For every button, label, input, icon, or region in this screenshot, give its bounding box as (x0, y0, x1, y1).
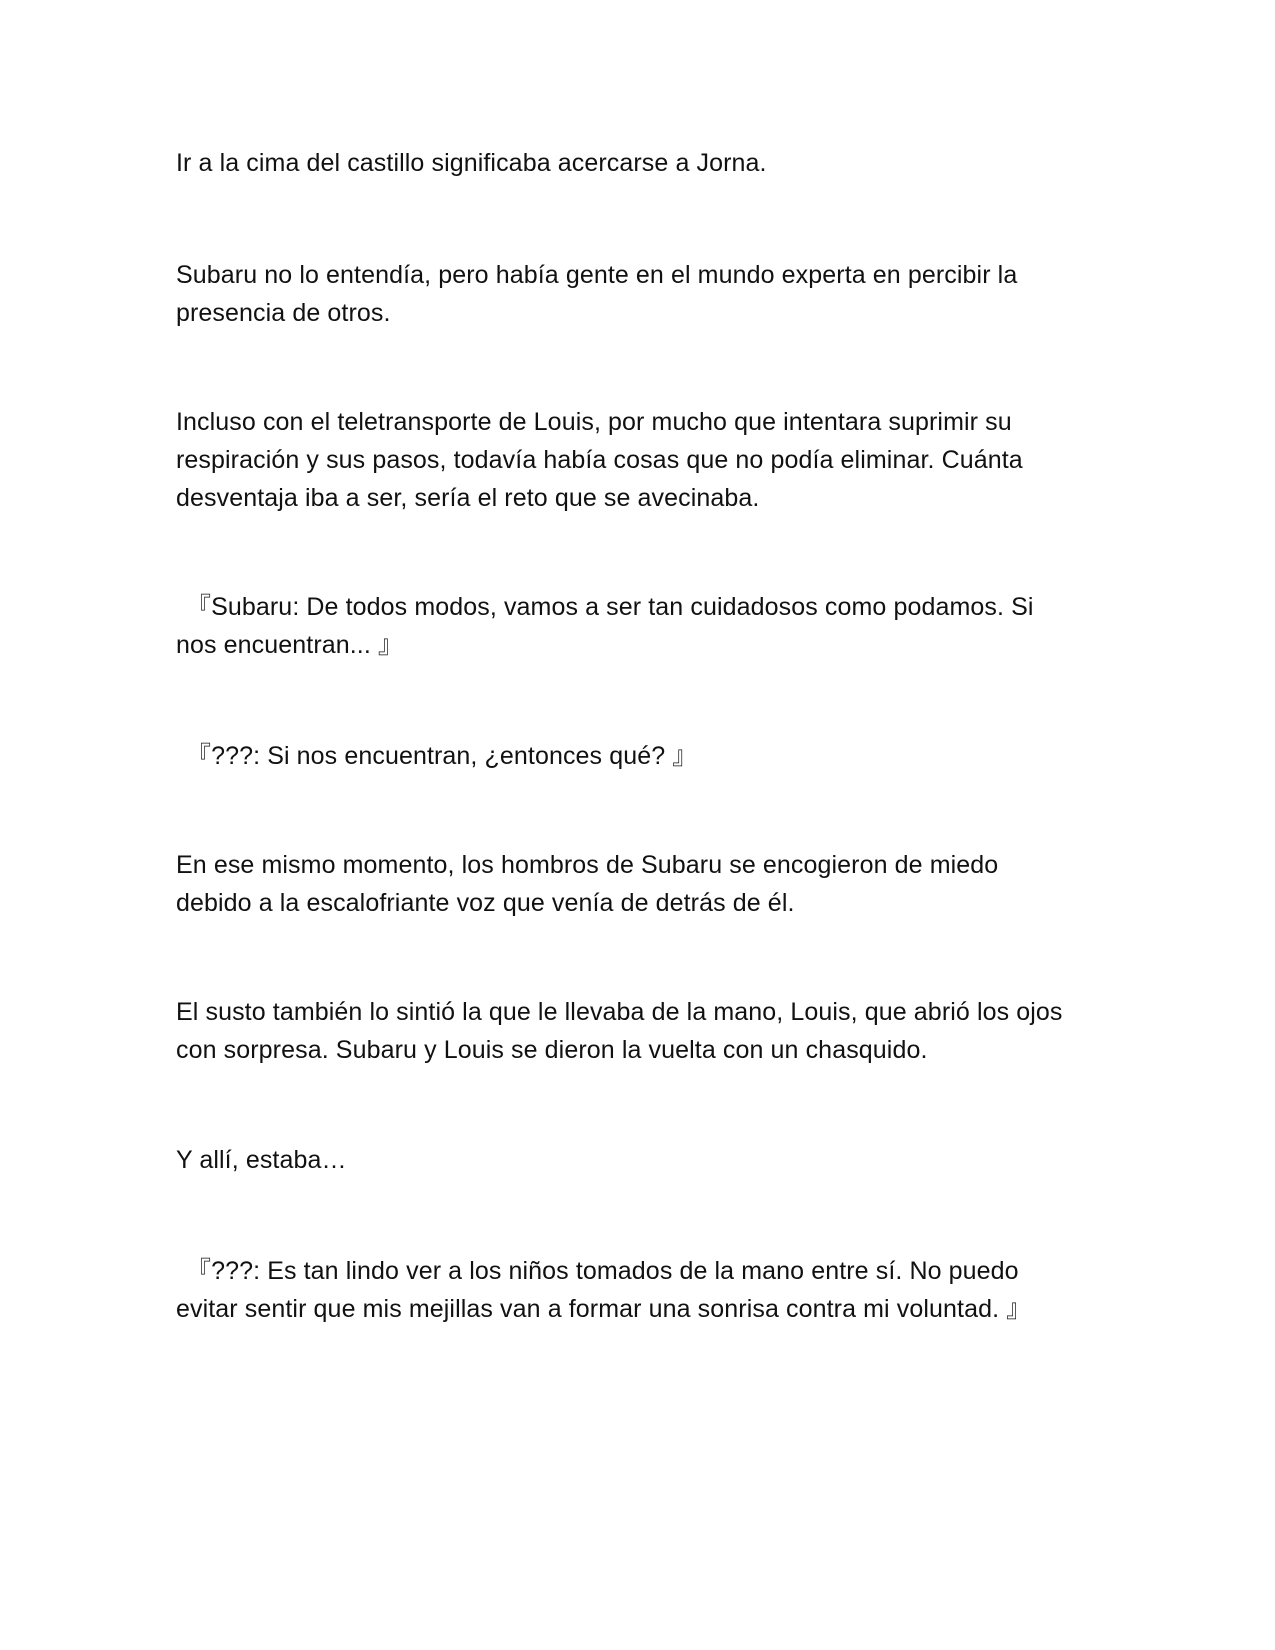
dialogue-line: 『???: Es tan lindo ver a los niños tomados de la mano entre sí. No puedo evitar sentir que mis mejillas van a formar una sonrisa contra mi voluntad. 』 (176, 1257, 1032, 1323)
paragraph: El susto también lo sintió la que le llevaba de la mano, Louis, que abrió los ojos con sorpresa. Subaru y Louis se dieron la vuelta con un chasquido. (176, 998, 1063, 1064)
paragraph: Y allí, estaba… (176, 1146, 347, 1174)
dialogue-line: 『???: Si nos encuentran, ¿entonces qué? 』 (186, 742, 698, 770)
paragraph: Subaru no lo entendía, pero había gente en el mundo experta en percibir la presencia de otros. (176, 261, 1018, 327)
dialogue-line: 『Subaru: De todos modos, vamos a ser tan cuidadosos como podamos. Si nos encuentran... 』 (176, 593, 1034, 659)
paragraph: En ese mismo momento, los hombros de Subaru se encogieron de miedo debido a la escalofriante voz que venía de detrás de él. (176, 851, 999, 917)
paragraph: Ir a la cima del castillo significaba acercarse a Jorna. (176, 149, 767, 177)
paragraph: Incluso con el teletransporte de Louis, por mucho que intentara suprimir su respiración y sus pasos, todavía había cosas que no podía eliminar. Cuánta desventaja iba a ser, sería el reto que se avecinaba. (176, 408, 1023, 512)
